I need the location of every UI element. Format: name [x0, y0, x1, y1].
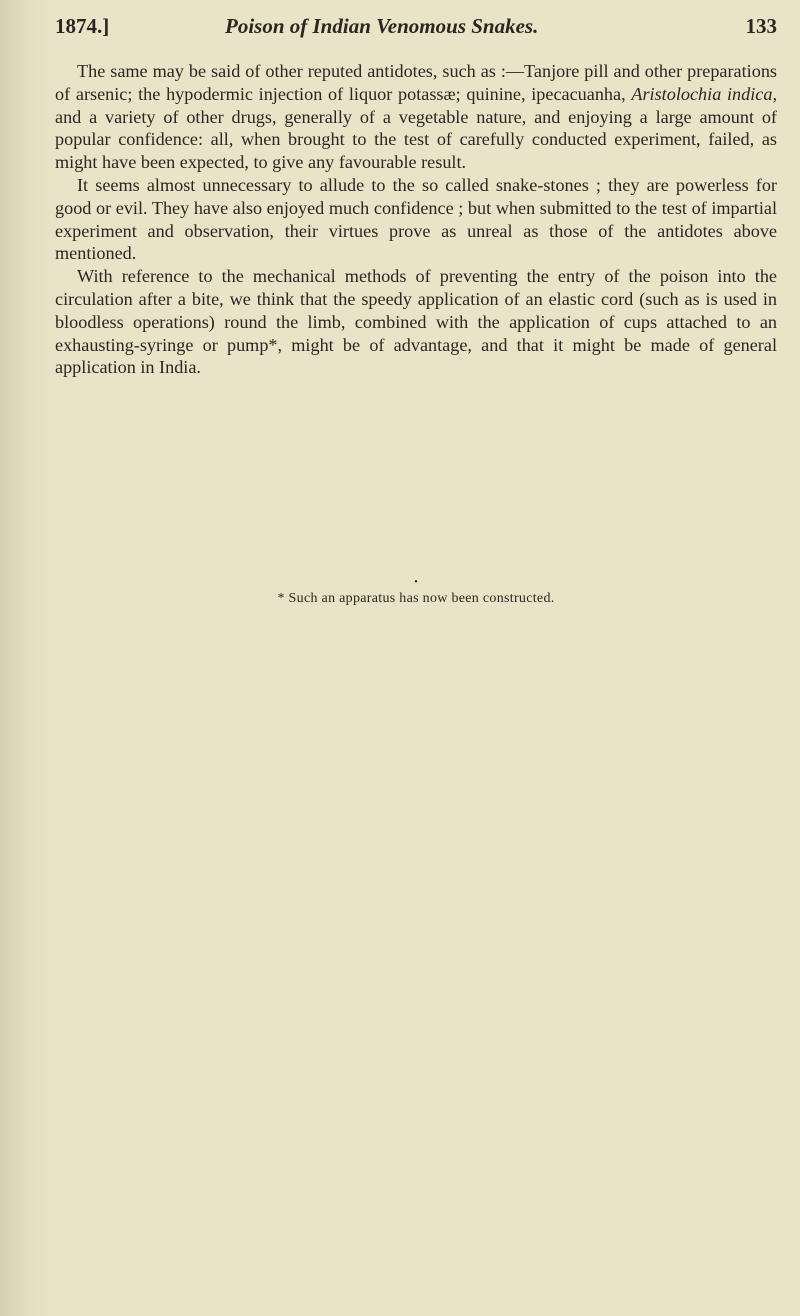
paragraph-mechanical-methods: With reference to the mechanical methods of preventing the entry of the poison into the circulation after a bite, we think that the speedy application of an elastic cord (such as is used in bloodless operations) round the limb, combined with the application of cups attached to an exhausting-syringe or pump*, might be of advantage, and that it might be made of general application in India. [55, 266, 777, 378]
paragraph-antidotes-italic: Aristolochia indica, [631, 83, 778, 104]
body-text [55, 60, 778, 606]
paragraph-snake-stones: It seems almost unnecessary to allude to the so called snake-stones ; they are powerless for good or evil. They have also enjoyed much confidence ; but when submitted to the test of impartial experiment and observation, their virtues prove as unreal as those of the antidotes above mentioned. [55, 174, 777, 264]
paragraph-antidotes [55, 60, 777, 174]
header-date: 1874.] [55, 14, 110, 38]
footnote: * Such an apparatus has now been constructed. [277, 591, 555, 606]
running-header [55, 14, 777, 44]
header-title: Poison of Indian Venomous Snakes. [225, 14, 539, 38]
paragraph-antidotes-text-2: and a variety of other drugs, generally of a vegetable nature, and enjoying a large amount of popular confidence: all, when brought to the test of carefully conducted experiment, failed, as might have been expected, to give any favourable result. [55, 106, 777, 173]
page-number: 133 [745, 14, 777, 38]
footnote-marker: • [414, 577, 418, 588]
paragraph-antidotes-text-1: The same may be said of other reputed antidotes, such as :—Tanjore pill and other preparations of arsenic; the hypodermic injection of liquor potassæ; quinine, ipecacuanha, [55, 61, 777, 104]
